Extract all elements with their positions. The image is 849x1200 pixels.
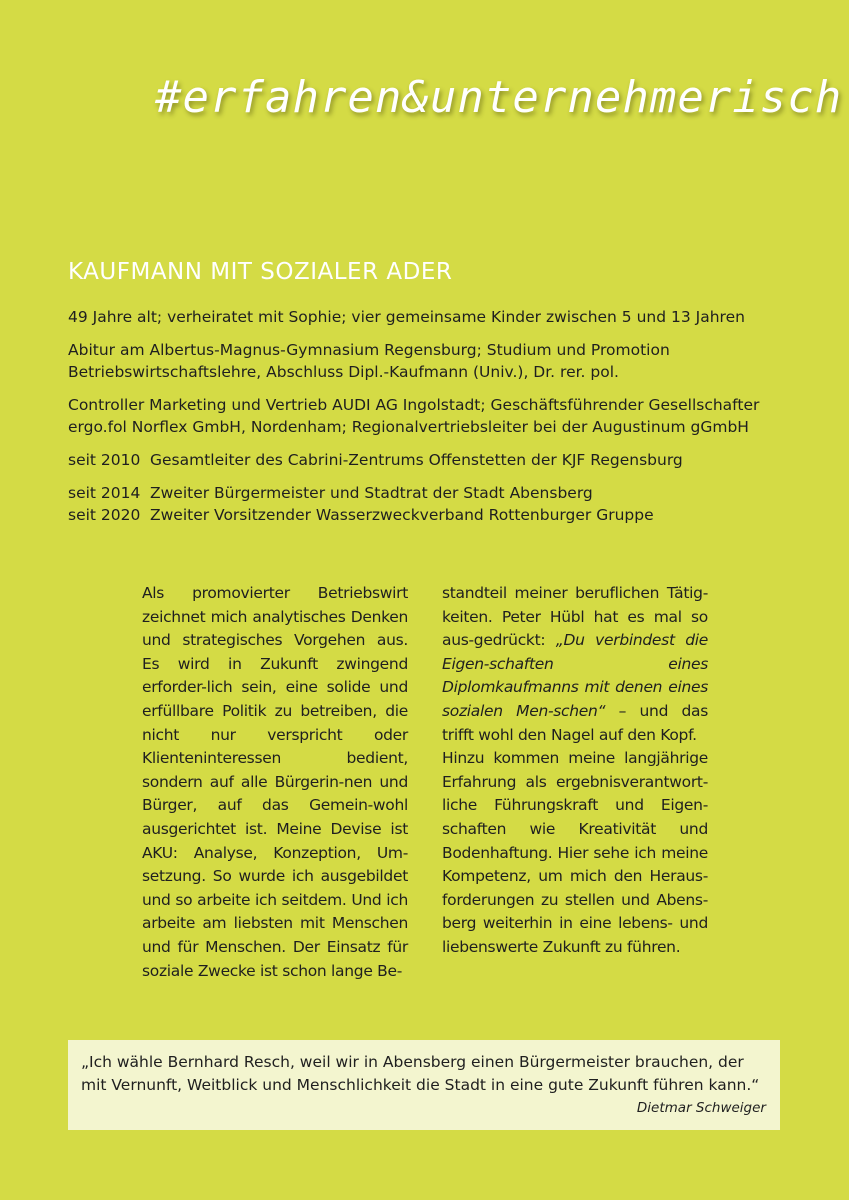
inline-quote: „Du verbindest die Eigen-schaften eines Diplomkaufmanns mit denen eines sozialen Men-schen“ [442,631,708,720]
bio-personal: 49 Jahre alt; verheiratet mit Sophie; vier gemeinsame Kinder zwischen 5 und 13 Jahren [68,308,745,326]
section-headline: KAUFMANN MIT SOZIALER ADER [68,259,453,285]
bio-role-row [68,449,788,471]
role-text: Gesamtleiter des Cabrini-Zentrums Offenstetten der KJF Regensburg [150,451,683,469]
body-column-left: Als promovierter Betriebswirt zeichnet mich analytisches Denken und strategisches Vorgehen aus. Es wird in Zukunft zwingend erforder-lich sein, eine solide und erfüllbare Politik zu betreiben, die nicht nur verspricht oder Klienteninteressen bedient, sondern auf alle Bürgerin-nen und Bürger, auf das Gemein-wohl ausgerichtet ist. Meine Devise ist AKU: Analyse, Konzeption, Um-setzung. So wurde ich ausgebildet und so arbeite ich seitdem. Und ich arbeite am liebsten mit Menschen und für Menschen. Der Einsatz für soziale Zwecke ist schon lange Be- [142,584,408,980]
role-year: seit 2010 [68,451,141,469]
bio-roles-group [68,449,788,471]
body-text: Hinzu kommen meine langjährige Erfahrung als ergebnisverantwort-liche Führungskraft und Eigen-schaften wie Kreativität und Bodenhaftung. Hier sehe ich meine Kompetenz, um mich den Heraus-forderungen zu stellen und Abens-berg weiterhin in eine lebens- und liebenswerte Zukunft zu führen. [442,749,708,956]
bio-career-line: ergo.fol Norflex GmbH, Nordenham; Regionalvertriebsleiter bei der Augustinum gGmbH [68,418,749,436]
testimonial-box [68,1040,780,1130]
role-text: Zweiter Vorsitzender Wasserzweckverband Rottenburger Gruppe [150,506,654,524]
bio-roles-group [68,482,788,526]
body-text: – und das trifft wohl den Nagel auf den Kopf. [442,701,709,744]
testimonial-author: Dietmar Schweiger [636,1100,766,1116]
body-text: standteil meiner beruflichen Tätig-keiten. Peter Hübl hat es mal so aus-gedrückt: [442,584,708,650]
bio-education-line: Abitur am Albertus-Magnus-Gymnasium Regensburg; Studium und Promotion [68,341,670,359]
bio-education [68,339,788,383]
bio-career [68,394,788,438]
bio-career-line: Controller Marketing und Vertrieb AUDI AG Ingolstadt; Geschäftsführender Gesellschafter [68,396,760,414]
role-text: Zweiter Bürgermeister und Stadtrat der Stadt Abensberg [150,484,593,502]
role-year: seit 2014 [68,484,141,502]
testimonial-quote: „Ich wähle Bernhard Resch, weil wir in Abensberg einen Bürgermeister brauchen, der mit Vernunft, Weitblick und Menschlichkeit die Stadt in eine gute Zukunft führen kann.“ [81,1053,760,1094]
bio-section [68,306,788,537]
bio-education-line: Betriebswirtschaftslehre, Abschluss Dipl.-Kaufmann (Univ.), Dr. rer. pol. [68,363,619,381]
role-year: seit 2020 [68,506,141,524]
hashtag-title: #erfahren&unternehmerisch [155,72,843,123]
body-column-right [442,582,708,960]
bio-role-row [68,482,788,504]
bio-role-row [68,504,788,526]
